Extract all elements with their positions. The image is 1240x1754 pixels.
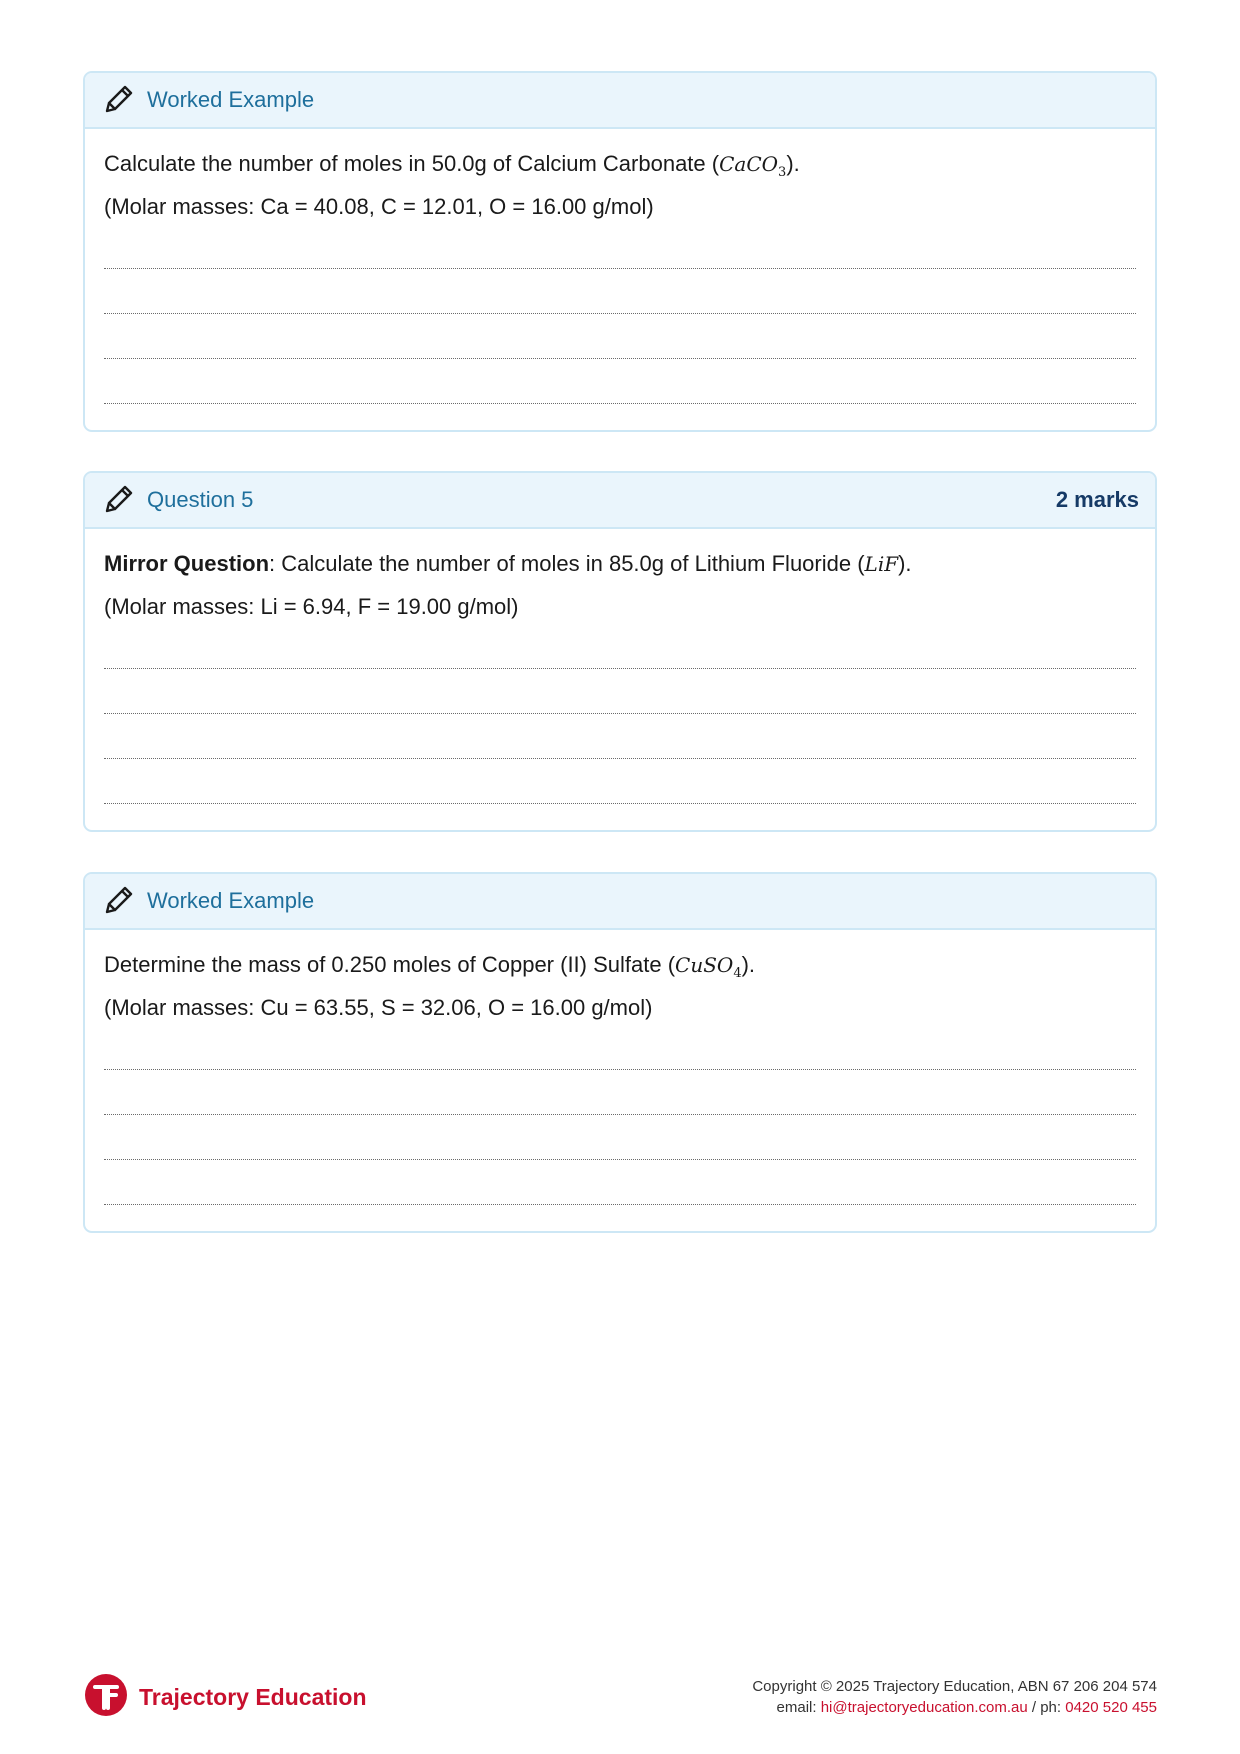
- pencil-icon: [101, 483, 135, 517]
- contact-line: email: hi@trajectoryeducation.com.au / ph: 0420 520 455: [776, 1699, 1157, 1716]
- question-text: Mirror Question: Calculate the number of moles in 85.0g of Lithium Fluoride (LiF).: [104, 551, 912, 576]
- chemical-formula: CuSO$_4$: [675, 953, 742, 981]
- question-text: Calculate the number of moles in 50.0g of Calcium Carbonate (CaCO$_3$).: [104, 151, 800, 180]
- molar-masses: (Molar masses: Ca = 40.08, C = 12.01, O = 16.00 g/mol): [104, 194, 654, 219]
- answer-lines[interactable]: [104, 668, 1136, 830]
- answer-line[interactable]: [104, 403, 1136, 404]
- question-text: Determine the mass of 0.250 moles of Copper (II) Sulfate (CuSO$_4$).: [104, 952, 756, 981]
- chemical-formula: LiF: [864, 552, 899, 576]
- trajectory-logo-icon: [83, 1672, 129, 1723]
- answer-line[interactable]: [104, 1114, 1136, 1115]
- answer-line[interactable]: [104, 668, 1136, 669]
- logo-text: Trajectory Education: [139, 1684, 367, 1710]
- molar-masses: (Molar masses: Li = 6.94, F = 19.00 g/mol): [104, 594, 519, 619]
- worked-example-card-2: [83, 872, 1157, 1233]
- answer-lines[interactable]: [104, 268, 1136, 430]
- card-title: Worked Example: [147, 888, 315, 913]
- answer-line[interactable]: [104, 1069, 1136, 1070]
- copyright-text: Copyright © 2025 Trajectory Education, ABN 67 206 204 574: [752, 1678, 1157, 1695]
- card-title: Question 5: [147, 487, 254, 512]
- card-header: [85, 874, 1155, 930]
- answer-line[interactable]: [104, 1204, 1136, 1205]
- answer-line[interactable]: [104, 803, 1136, 804]
- answer-line[interactable]: [104, 1159, 1136, 1160]
- card-title: Worked Example: [147, 87, 315, 112]
- card-header: [85, 473, 1155, 529]
- question-5-card: [83, 471, 1157, 832]
- card-header: [85, 73, 1155, 129]
- pencil-icon: [101, 83, 135, 117]
- marks-badge: 2 marks: [1055, 487, 1139, 512]
- molar-masses: (Molar masses: Cu = 63.55, S = 32.06, O = 16.00 g/mol): [104, 995, 653, 1020]
- pencil-icon: [101, 884, 135, 918]
- email-link[interactable]: hi@trajectoryeducation.com.au: [820, 1699, 1028, 1716]
- answer-lines[interactable]: [104, 1069, 1136, 1231]
- phone-link[interactable]: 0420 520 455: [1065, 1699, 1157, 1716]
- answer-line[interactable]: [104, 358, 1136, 359]
- footer-contact: [752, 1676, 1157, 1718]
- worked-example-card-1: [83, 71, 1157, 432]
- chemical-formula: CaCO$_3$: [719, 152, 787, 180]
- answer-line[interactable]: [104, 313, 1136, 314]
- answer-line[interactable]: [104, 758, 1136, 759]
- answer-line[interactable]: [104, 713, 1136, 714]
- answer-line[interactable]: [104, 268, 1136, 269]
- footer-logo: [83, 1672, 367, 1723]
